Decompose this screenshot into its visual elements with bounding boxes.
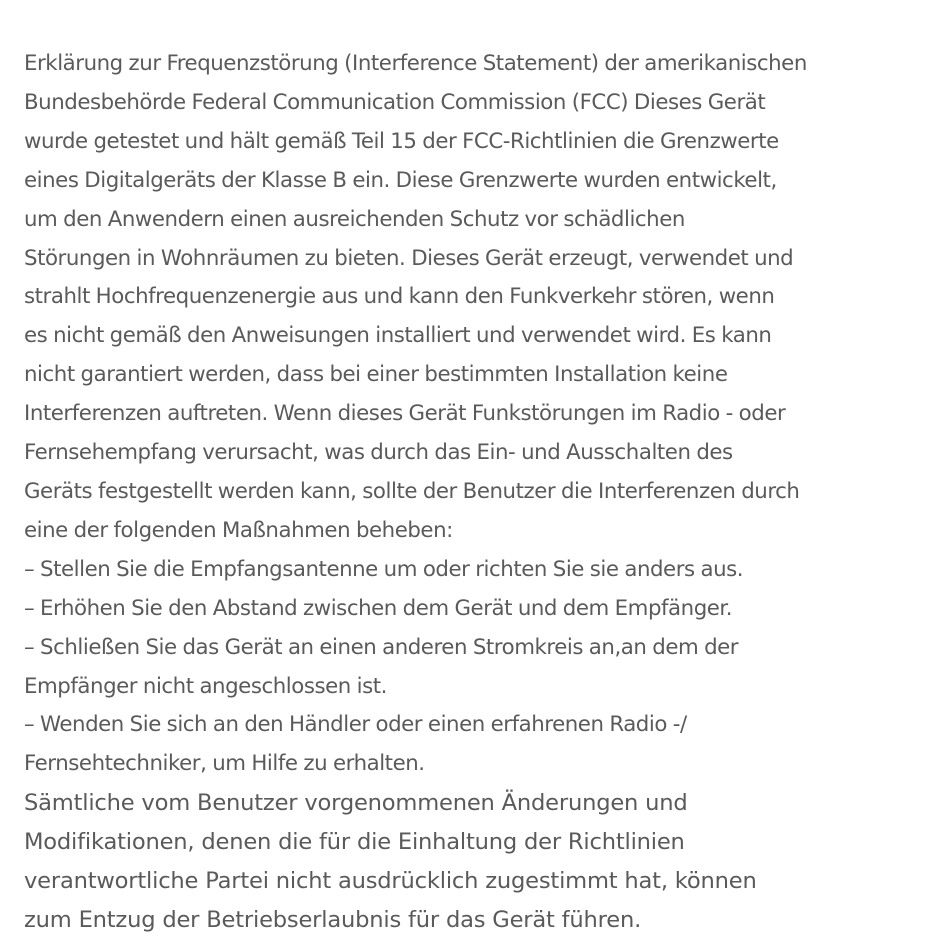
measures-list bbox=[24, 551, 946, 784]
measure-item-increase-distance: – Erhöhen Sie den Abstand zwischen dem Gerät und dem Empfänger. bbox=[24, 595, 733, 621]
measure-item-consult-dealer: – Wenden Sie sich an den Händler oder einen erfahrenen Radio -/ Fernsehtechniker, um Hilfe zu erhalten. bbox=[24, 712, 687, 777]
measure-item-reorient-antenna: – Stellen Sie die Empfangsantenne um oder richten Sie sie anders aus. bbox=[24, 556, 744, 582]
closing-paragraph: Sämtliche vom Benutzer vorgenommenen Änderungen und Modifikationen, denen die für die Einhaltung der Richtlinien verantwortliche Partei nicht ausdrücklich zugestimmt hat, können zum Entzug der Betriebserlaubnis für das Gerät führen. bbox=[24, 790, 757, 933]
fcc-statement-document bbox=[24, 45, 946, 940]
intro-paragraph: Erklärung zur Frequenzstörung (Interference Statement) der amerikanischen Bundesbehörde Federal Communication Commission (FCC) Dieses Gerät wurde getestet und hält gemäß Teil 15 der FCC-Richtlinien die Grenzwerte eines Digitalgeräts der Klasse B ein. Diese Grenzwerte wurden entwickelt, um den Anwendern einen ausreichenden Schutz vor schädlichen Störungen in Wohnräumen zu bieten. Dieses Gerät erzeugt, verwendet und strahlt Hochfrequenzenergie aus und kann den Funkverkehr stören, wenn es nicht gemäß den Anweisungen installiert und verwendet wird. Es kann nicht garantiert werden, dass bei einer bestimmten Installation keine Interferenzen auftreten. Wenn dieses Gerät Funkstörungen im Radio - oder Fernsehempfang verursacht, was durch das Ein- und Ausschalten des Geräts festgestellt werden kann, sollte der Benutzer die Interferenzen durch eine der folgenden Maßnahmen beheben: bbox=[24, 51, 807, 543]
measure-item-other-circuit: – Schließen Sie das Gerät an einen anderen Stromkreis an,an dem der Empfänger nicht angeschlossen ist. bbox=[24, 634, 739, 699]
